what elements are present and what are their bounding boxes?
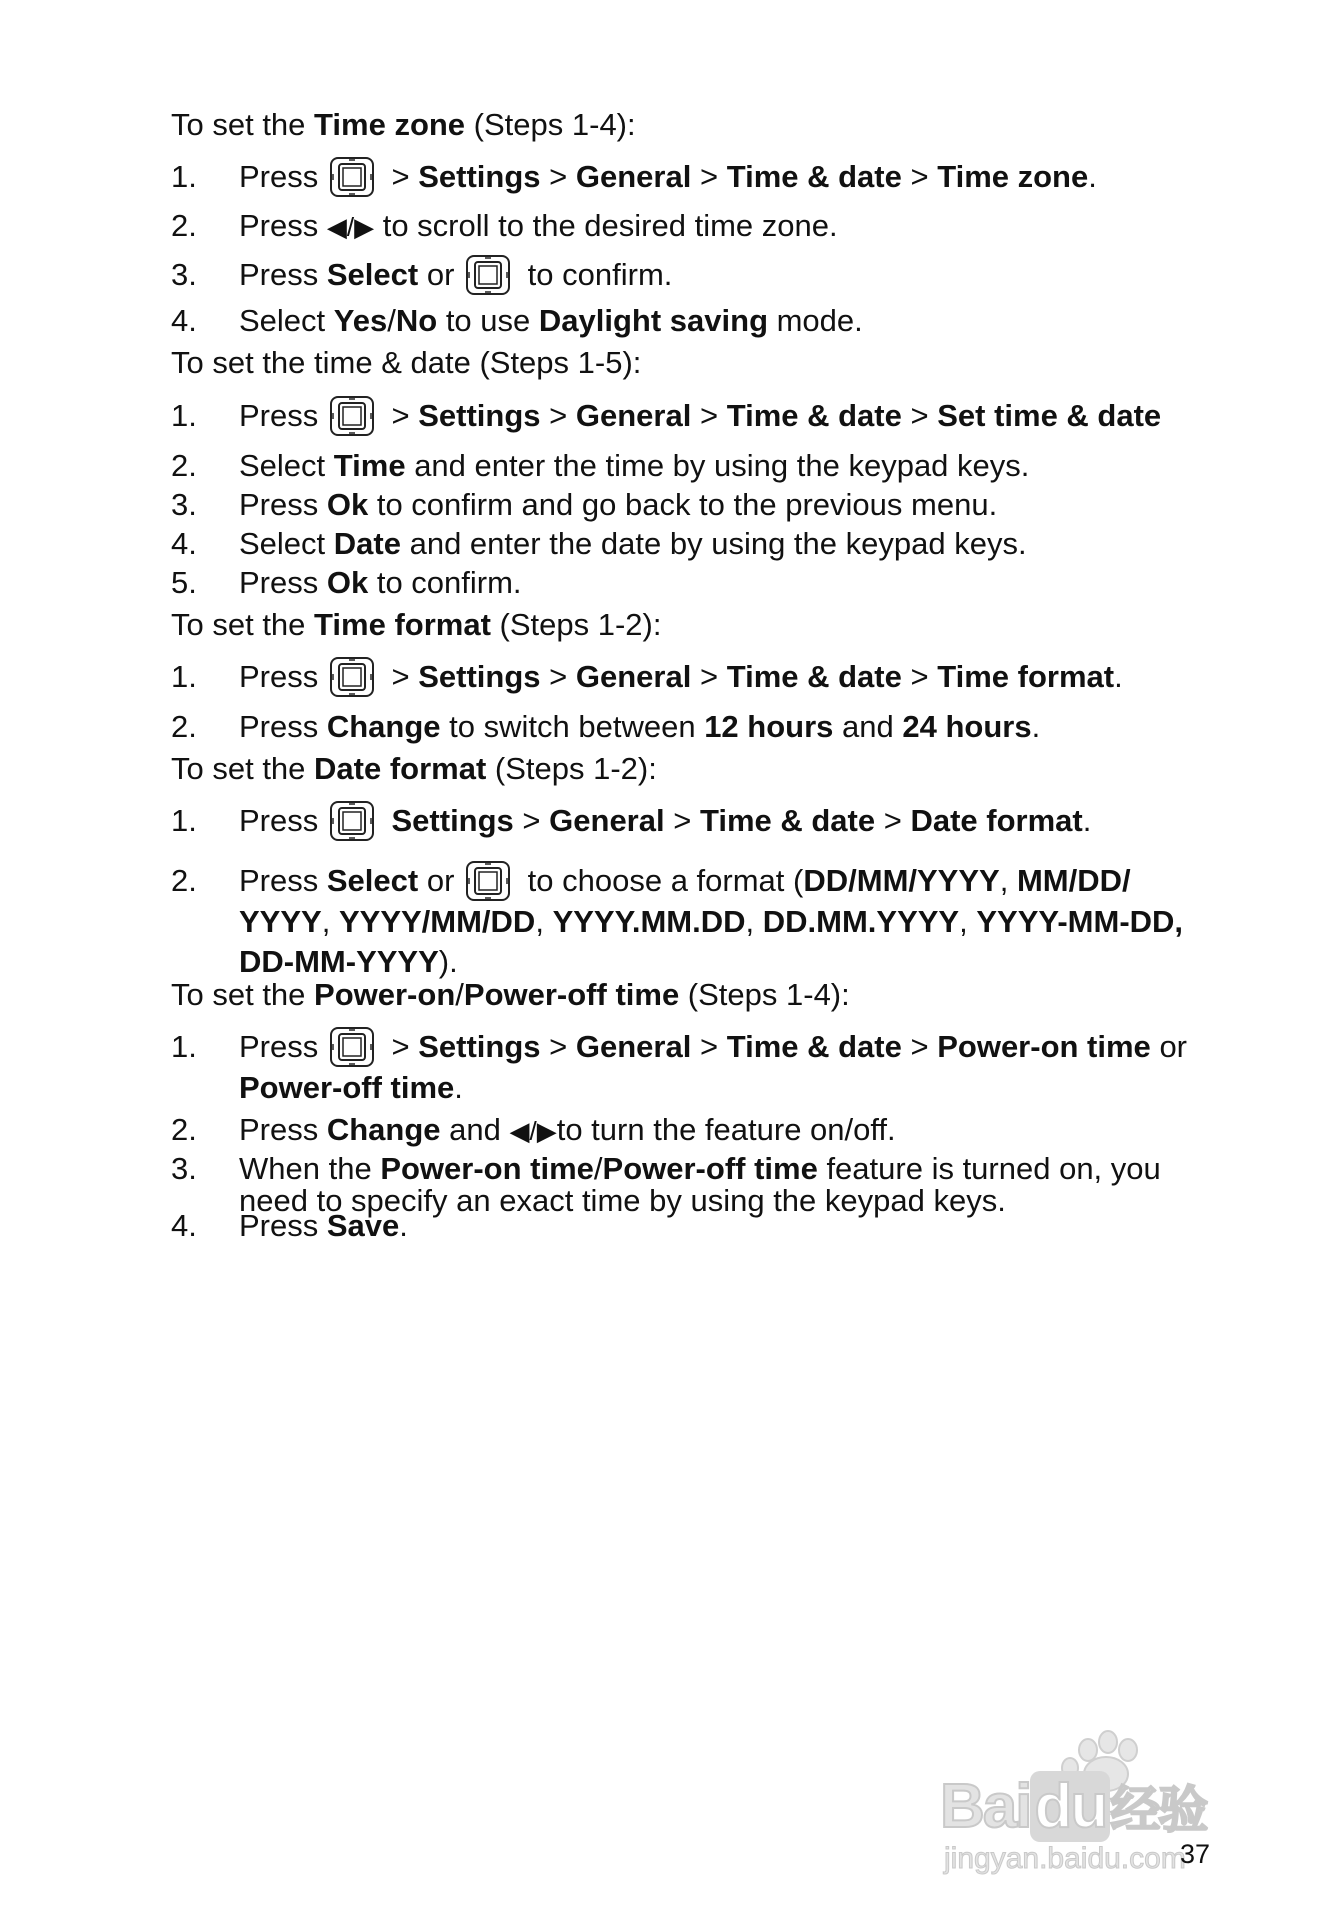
df-step-2-line-2: YYYY, YYYY/MM/DD, YYYY.MM.DD, DD.MM.YYYY, YYYY-MM-DD, [239, 904, 1184, 939]
page-number: 37 [1180, 1839, 1211, 1869]
menu-key-icon [329, 800, 375, 842]
df-step-2-line-3: DD-MM-YYYY). [239, 944, 458, 979]
manual-page: To set the Time zone (Steps 1-4): 1. Press > Settings > General > Time & date > Time zone. 2. Press ◀/▶ to scroll to the desired time zone. 3. Press Select or to confirm. 4. Select Yes/No to use Daylight saving mode. To set the time & date (Steps 1-5): 1. Press > Settings > General > Time & date > Set time & date 2. Select Time and enter the time by using the keypad keys. 3. Press Ok to confirm and go back to the previous menu. 4. Select Date and enter the date by using the keypad keys. 5. Press Ok to confirm. To set the Time format (Steps 1-2): 1. Press > Settings > General > Time & date > Time format. 2. Press Change to switch between 12 hours and 24 hours. To set the Date format (Steps 1-2): 1. Press Settings > General > Time & date > Date format. 2. Press Select or to choose a format (DD/MM/YYYY, MM/DD/ YYYY, YYYY/MM/DD, YYYY.MM.DD, DD.MM.YYYY, YYYY-MM-DD, DD-MM-YYYY). To set the Power-on/Power-off time (Steps 1-4): 1. Press > Settings > General > Time & date > Power-on time or Power-off time. 2. Press Change and ◀/▶to turn the feature on/off. 3. When the Power-on time/Power-off time feature is turned on, you need to specify an exact time by using the keypad keys. 4. Press Save. Baidu经验 jingyan.baidu.com 37 [0, 0, 1328, 1928]
menu-key-icon [465, 254, 511, 296]
left-right-arrow-icon: ◀/▶ [326, 212, 375, 242]
section-intro-time-date: To set the time & date (Steps 1-5): [171, 345, 642, 380]
menu-key-icon [329, 395, 375, 437]
po-step-1-line-2: Power-off time. [239, 1070, 463, 1105]
menu-key-icon [329, 156, 375, 198]
section-intro-date-format: To set the Date format (Steps 1-2): [171, 751, 657, 786]
left-right-arrow-icon: ◀/▶ [509, 1116, 557, 1146]
po-step-3-line-2: need to specify an exact time by using the keypad keys. [239, 1183, 1006, 1218]
menu-key-icon [329, 656, 375, 698]
menu-key-icon [329, 1026, 375, 1068]
baidu-jingyan-watermark: Baidu经验 jingyan.baidu.com [940, 1728, 1260, 1878]
section-intro-time-zone: To set the Time zone (Steps 1-4): [171, 107, 636, 142]
menu-key-icon [465, 860, 511, 902]
section-intro-time-format: To set the Time format (Steps 1-2): [171, 607, 662, 642]
section-intro-power-time: To set the Power-on/Power-off time (Steps 1-4): [171, 977, 850, 1012]
